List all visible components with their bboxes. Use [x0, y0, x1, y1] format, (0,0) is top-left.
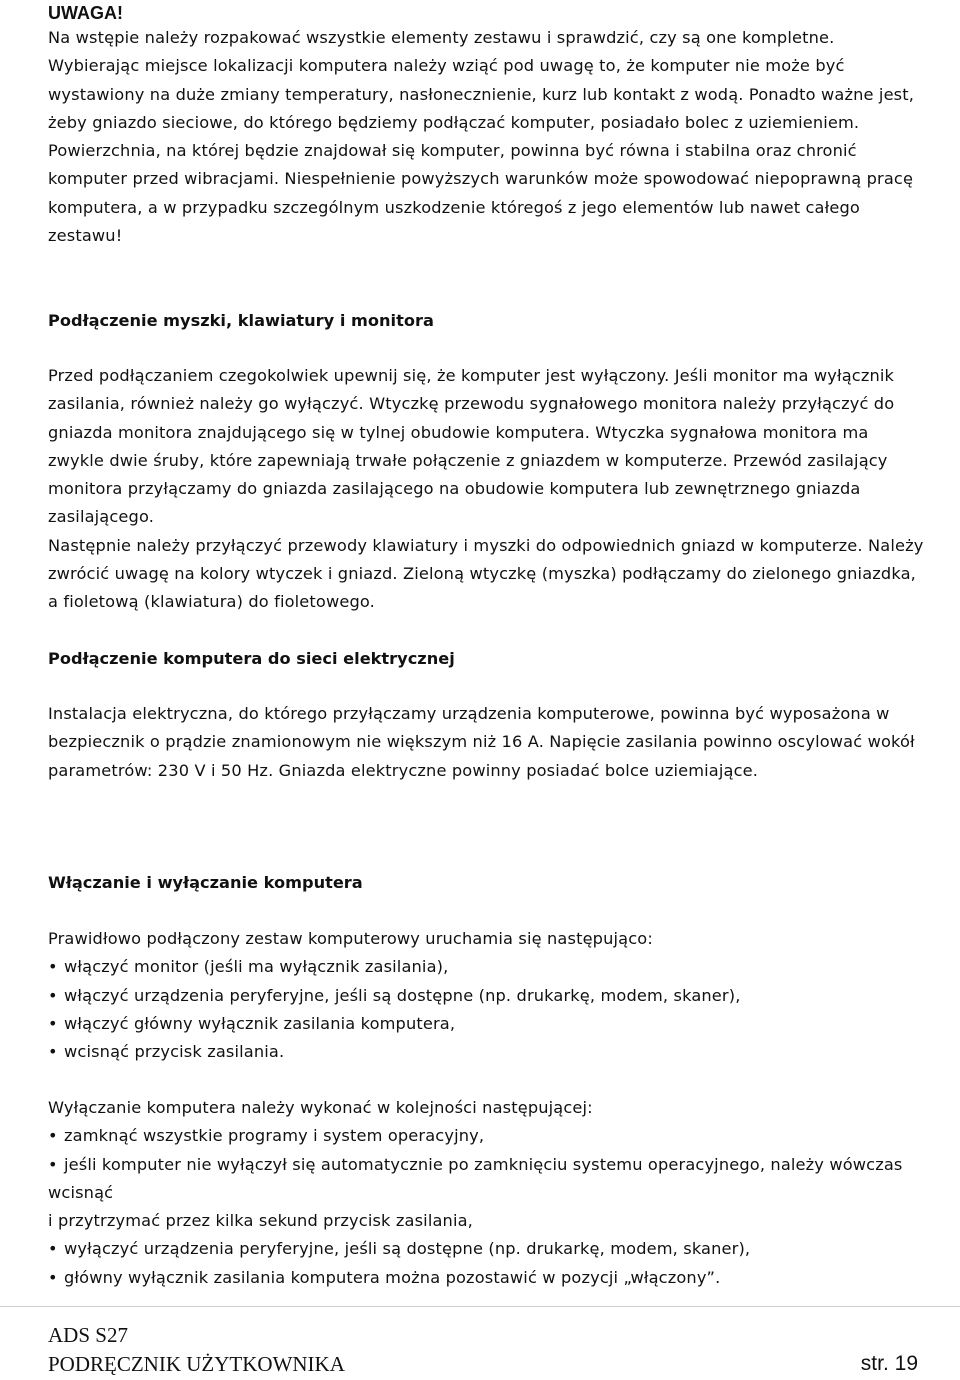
start-step	[48, 953, 928, 981]
bullet-dot: •	[48, 985, 58, 1005]
section-onoff-start	[48, 925, 928, 1066]
footer-manual-title: PODRĘCZNIK UŻYTKOWNIKA	[48, 1352, 345, 1376]
stop-step-text: wyłączyć urządzenia peryferyjne, jeśli są dostępne (np. drukarkę, modem, skaner),	[64, 1239, 751, 1259]
footer-divider	[0, 1306, 960, 1307]
stop-step	[48, 1151, 928, 1208]
section-heading-power: Podłączenie komputera do sieci elektrycznej	[48, 649, 455, 668]
section-connect-body	[48, 362, 928, 617]
stop-intro: Wyłączanie komputera należy wykonać w kolejności następującej:	[48, 1098, 593, 1117]
stop-step	[48, 1235, 928, 1263]
stop-step-text: jeśli komputer nie wyłączył się automatycznie po zamknięciu systemu operacyjnego, należy wówczas wcisnąć	[48, 1154, 903, 1202]
connect-paragraph-2: Następnie należy przyłączyć przewody klawiatury i myszki do odpowiednich gniazd w komputerze. Należy zwrócić uwagę na kolory wtyczek i gniazd. Zieloną wtyczkę (myszka) podłączamy do zielonego gniazdka, a fioletową (klawiatura) do fioletowego.	[48, 535, 924, 612]
section-heading-connect: Podłączenie myszki, klawiatury i monitora	[48, 311, 434, 330]
page-number: str. 19	[860, 1352, 918, 1375]
bullet-dot: •	[48, 1042, 58, 1062]
section-heading-onoff: Włączanie i wyłączanie komputera	[48, 873, 363, 892]
stop-step-continuation: i przytrzymać przez kilka sekund przycisk zasilania,	[48, 1211, 473, 1231]
bullet-dot: •	[48, 1154, 58, 1174]
section-power-body	[48, 700, 928, 785]
bullet-dot: •	[48, 1267, 58, 1287]
section-onoff-stop	[48, 1094, 928, 1292]
start-step-text: włączyć monitor (jeśli ma wyłącznik zasilania),	[64, 957, 449, 977]
warning-paragraph: Na wstępie należy rozpakować wszystkie elementy zestawu i sprawdzić, czy są one kompletne. Wybierając miejsce lokalizacji komputera należy wziąć pod uwagę to, że komputer nie może być wystawiony na duże zmiany temperatury, nasłonecznienie, kurz lub kontakt z wodą. Ponadto ważne jest, żeby gniazdo sieciowe, do którego będziemy podłączać komputer, posiadało bolec z uziemieniem. Powierzchnia, na której będzie znajdował się komputer, powinna być równa i stabilna oraz chronić komputer przed wibracjami. Niespełnienie powyższych warunków może spowodować niepoprawną pracę komputera, a w przypadku szczególnym uszkodzenie któregoś z jego elementów lub nawet całego zestawu!	[48, 28, 915, 246]
stop-step-text: główny wyłącznik zasilania komputera można pozostawić w pozycji „włączony”.	[64, 1267, 721, 1287]
stop-step	[48, 1264, 928, 1292]
footer-model: ADS S27	[48, 1323, 128, 1347]
start-step-text: włączyć urządzenia peryferyjne, jeśli są dostępne (np. drukarkę, modem, skaner),	[64, 985, 741, 1005]
start-step	[48, 982, 928, 1010]
bullet-dot: •	[48, 1013, 58, 1033]
start-step	[48, 1038, 928, 1066]
start-step	[48, 1010, 928, 1038]
stop-step	[48, 1122, 928, 1150]
power-paragraph: Instalacja elektryczna, do którego przyłączamy urządzenia komputerowe, powinna być wyposażona w bezpiecznik o prądzie znamionowym nie większym niż 16 A. Napięcie zasilania powinno oscylować wokół parametrów: 230 V i 50 Hz. Gniazda elektryczne powinny posiadać bolce uziemiające.	[48, 704, 915, 780]
bullet-dot: •	[48, 957, 58, 977]
connect-paragraph: Przed podłączaniem czegokolwiek upewnij się, że komputer jest wyłączony. Jeśli monitor ma wyłącznik zasilania, również należy go wyłączyć. Wtyczkę przewodu sygnałowego monitora należy przyłączyć do gniazda monitora znajdującego się w tylnej obudowie komputera. Wtyczka sygnałowa monitora ma zwykle dwie śruby, które zapewniają trwałe połączenie z gniazdem w komputerze. Przewód zasilający monitora przyłączamy do gniazda zasilającego na obudowie komputera lub zewnętrznego gniazda zasilającego.	[48, 366, 895, 527]
warning-title: UWAGA!	[48, 3, 123, 23]
start-step-text: wcisnąć przycisk zasilania.	[64, 1042, 285, 1062]
start-step-text: włączyć główny wyłącznik zasilania komputera,	[64, 1013, 456, 1033]
stop-step-text: zamknąć wszystkie programy i system operacyjny,	[64, 1126, 485, 1146]
bullet-dot: •	[48, 1126, 58, 1146]
start-intro: Prawidłowo podłączony zestaw komputerowy uruchamia się następująco:	[48, 929, 653, 948]
bullet-dot: •	[48, 1239, 58, 1259]
